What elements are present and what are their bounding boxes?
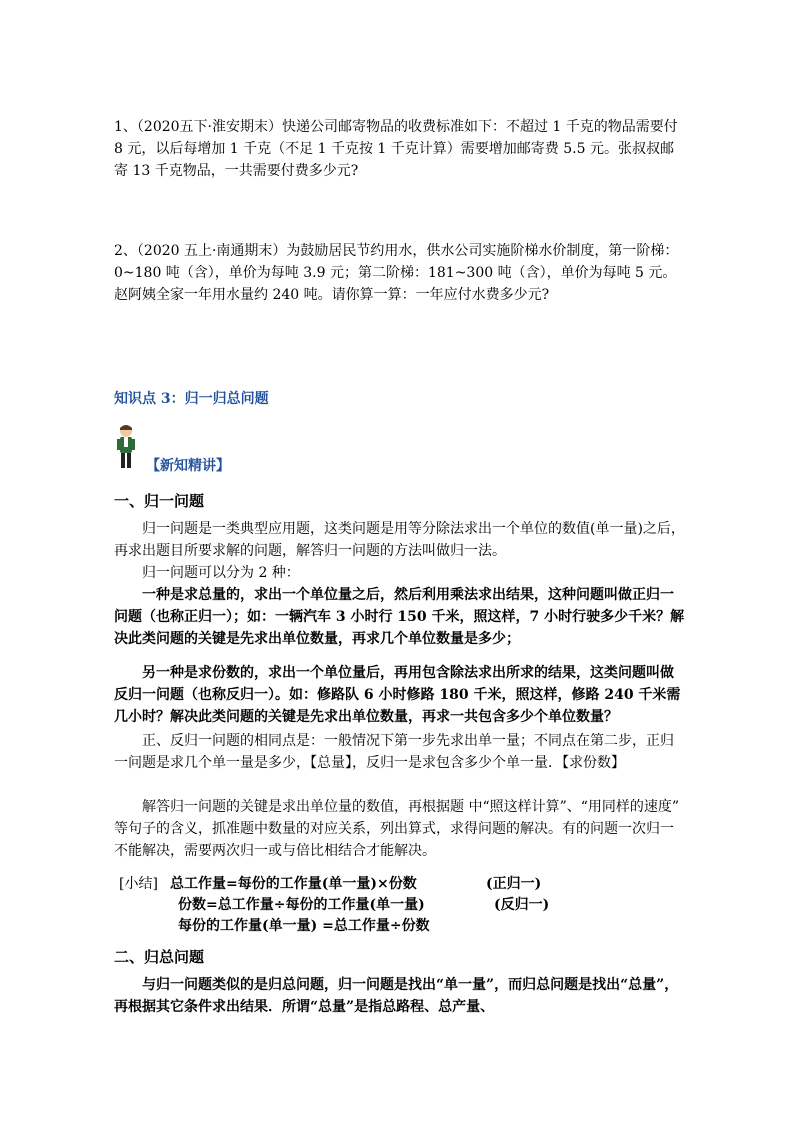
section-1-para-4: 另一种是求份数的，求出一个单位量后，再用包含除法求出所求的结果，这类问题叫做反归一问题（也称反归一）。如：修路队 6 小时修路 180 千米，照这样，修路 240 千米需几小时？解决此类问题的关键是先求出单位数量，再求一共包含多少个单位数量？ xyxy=(114,665,681,725)
knowledge-point-title: 知识点 3：归一归总问题 xyxy=(114,391,269,407)
section-2-para-1: 与归一问题类似的是归总问题，归一问题是找出“单一量”，而归总问题是找出“总量”，再根据其它条件求出结果．所谓“总量”是指总路程、总产量、 xyxy=(114,977,679,1015)
section-1-para-3: 一种是求总量的，求出一个单位量之后，然后利用乘法求出结果，这种问题叫做正归一问题（也称正归一）；如：一辆汽车 3 小时行 150 千米，照这样，7 小时行驶多少千米？解决此类问题的关键是先求出单位数量，再求几个单位数量是多少； xyxy=(114,587,685,647)
formula-1-tag: (正归一) xyxy=(486,876,542,892)
formula-1: 总工作量=每份的工作量(单一量)×份数 xyxy=(170,876,417,892)
summary-label: [小结] xyxy=(119,876,158,892)
formula-2-tag: (反归一) xyxy=(494,897,550,913)
teacher-avatar-icon xyxy=(114,422,138,472)
section-1-para-6: 解答归一问题的关键是求出单位量的数值，再根据题 中“照这样计算”、“用同样的速度” 等句子的含义，抓准题中数量的对应关系，列出算式，求得问题的解决。有的问题一次归一不能解决，需要两次归一或与倍比相结合才能解决。 xyxy=(114,799,680,859)
section-1-para-5: 正、反归一问题的相同点是：一般情况下第一步先求出单一量；不同点在第二步，正归一问题是求几个单一量是多少，【总量】，反归一是求包含多少个单一量．【求份数】 xyxy=(114,733,674,771)
problem-2: 2、（2020 五上·南通期末）为鼓励居民节约用水，供水公司实施阶梯水价制度，第一阶梯：0~180 吨（含），单价为每吨 3.9 元；第二阶梯：181~300 吨（含），单价为每吨 5 元。赵阿姨全家一年用水量约 240 吨。请你算一算：一年应付水费多少元? xyxy=(114,243,679,303)
formula-2: 份数=总工作量÷每份的工作量(单一量) xyxy=(178,897,425,913)
section-1-para-1: 归一问题是一类典型应用题，这类问题是用等分除法求出一个单位的数值(单一量)之后，再求出题目所要求解的问题，解答归一问题的方法叫做归一法。 xyxy=(114,521,685,559)
section-1-para-2: 归一问题可以分为 2 种： xyxy=(142,565,300,581)
section-2-heading: 二、归总问题 xyxy=(114,948,205,966)
new-knowledge-tag: 【新知精讲】 xyxy=(146,458,230,474)
problem-1: 1、（2020五下·淮安期末）快递公司邮寄物品的收费标准如下：不超过 1 千克的物品需要付 8 元，以后每增加 1 千克（不足 1 千克按 1 千克计算）需要增加邮寄费 5.5 元。张叔叔邮寄 13 千克物品，一共需要付费多少元? xyxy=(114,119,678,179)
section-1-heading: 一、归一问题 xyxy=(114,492,205,510)
formula-3: 每份的工作量(单一量) =总工作量÷份数 xyxy=(178,918,430,934)
